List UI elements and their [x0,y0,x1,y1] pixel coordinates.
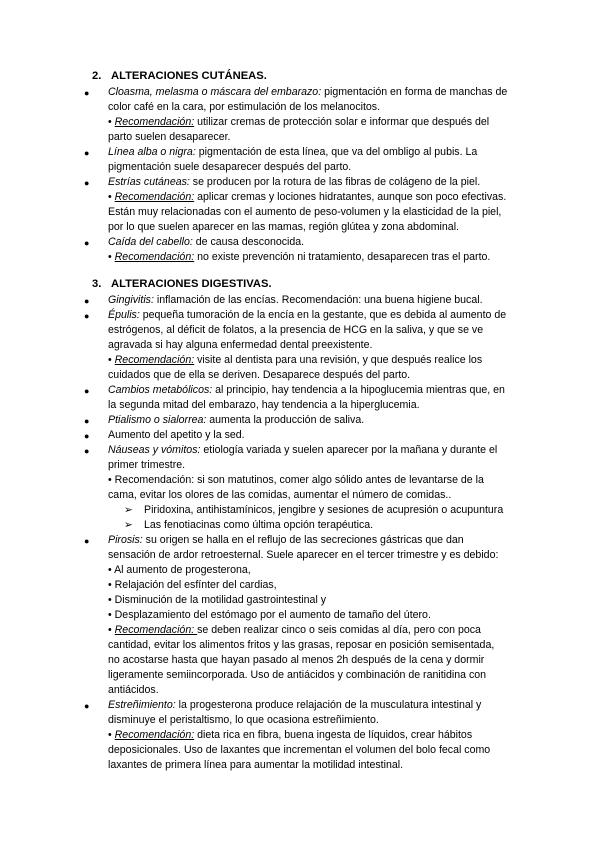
item-text-line: • Recomendación: si son matutinos, comer algo sólido antes de levantarse de la [108,474,484,486]
bullet: ● [84,386,90,396]
rec-text-line: cuidados que de ella se deriven. Desaparece después del parto. [108,369,411,381]
rec-prefix: • [108,624,115,636]
rec-text: visite al dentista para una revisión, y que después realice los [194,354,483,366]
recommendation [108,190,506,205]
arrow-bullet-icon: ➢ [124,519,133,531]
item-text-line: cama, evitar los olores de las comidas, aumentar el número de comidas.. [108,489,452,501]
rec-label: Recomendación: [114,251,195,263]
list-item [108,308,506,323]
item-text-line: • Relajación del esfínter del cardias, [108,579,277,591]
bullet: ● [84,238,90,248]
bullet: ● [84,431,90,441]
rec-prefix: • [108,729,115,741]
item-text: se producen por la rotura de las fibras de colágeno de la piel. [189,176,481,188]
item-label: Náuseas y vómitos: [108,444,201,456]
arrow-bullet-icon: ➢ [124,504,133,516]
item-label: Ptialismo o sialorrea: [108,414,207,426]
item-text: su origen se halla en el reflujo de las secreciones gástricas que dan [142,534,464,546]
list-item [108,235,304,250]
bullet: ● [84,148,90,158]
item-text: Aumento del apetito y la sed. [108,429,245,441]
rec-text-line: cantidad, evitar los alimentos fritos y las grasas, reposar en posición semisentada, [108,639,495,651]
recommendation [108,250,490,265]
rec-text: aplicar cremas y lociones hidratantes, aunque son poco efectivas. [194,191,507,203]
rec-label: Recomendación: [114,624,198,636]
list-item [108,698,481,713]
list-item [108,533,464,548]
item-text-line: disminuye el peristaltismo, lo que ocasiona estreñimiento. [108,714,379,726]
item-text-line: sensación de ardor retroesternal. Suele aparecer en el tercer trimestre y es debido: [108,549,499,561]
rec-text-line: Están muy relacionadas con el aumento de peso-volumen y la elasticidad de la piel, [108,206,502,218]
item-text-line: • Al aumento de progesterona, [108,564,251,576]
list-item [108,383,505,398]
item-text-line: • Disminución de la motilidad gastrointestinal y [108,594,327,606]
list-item [108,293,483,308]
item-text: pigmentación de esta línea, que va del ombligo al pubis. La [195,146,478,158]
sub-list-item: Las fenotiacinas como última opción terapéutica. [144,519,374,531]
list-item [108,145,477,160]
list-item [108,85,507,100]
item-label: Cloasma, melasma o máscara del embarazo: [108,86,322,98]
rec-text-line: ligeramente semiincorporada. Uso de antiácidos y combinación de ranitidina con [108,669,487,681]
recommendation [108,353,482,368]
item-text-line: la segunda mitad del embarazo, hay tendencia a la hiperglucemia. [108,399,420,411]
item-text: etiología variada y suelen aparecer por la mañana y durante el [200,444,498,456]
sub-list-item: Piridoxina, antihistamínicos, jengibre y sesiones de acupresión o acupuntura [144,504,504,516]
rec-text: se deben realizar cinco o seis comidas al día, pero con poca [197,624,481,636]
item-label: Pirosis: [108,534,143,546]
bullet: ● [84,178,90,188]
item-label: Línea alba o nigra: [108,146,196,158]
recommendation [108,728,472,743]
section-title: ALTERACIONES CUTÁNEAS. [111,70,267,82]
list-item [108,428,245,443]
bullet: ● [84,416,90,426]
item-label: Estreñimiento: [108,699,176,711]
bullet: ● [84,701,90,711]
rec-text-line: no acostarse hasta que hayan pasado al menos 2h después de la cena y dormir [108,654,485,666]
bullet: ● [84,296,90,306]
rec-label: Recomendación: [114,354,195,366]
item-label: Caída del cabello: [108,236,193,248]
item-text-line: • Desplazamiento del estómago por el aumento de tamaño del útero. [108,609,431,621]
bullet: ● [84,311,90,321]
rec-text-line: laxantes de primera línea para aumentar la motilidad intestinal. [108,759,404,771]
item-text: de causa desconocida. [192,236,305,248]
section-title: ALTERACIONES DIGESTIVAS. [111,278,272,290]
rec-label: Recomendación: [114,116,195,128]
recommendation [108,115,489,130]
item-label: Estrías cutáneas: [108,176,190,188]
rec-text-line: deposicionales. Uso de laxantes que incrementan el volumen del bolo fecal como [108,744,491,756]
rec-text: utilizar cremas de protección solar e informar que después del [194,116,490,128]
item-text: al principio, hay tendencia a la hipoglucemia mientras que, en [212,384,505,396]
recommendation [108,623,481,638]
list-item [108,175,480,190]
item-text-line: color café en la cara, por estimulación de los melanocitos. [108,101,381,113]
item-text: inflamación de las encías. Recomendación: una buena higiene bucal. [153,294,483,306]
item-text: pigmentación en forma de manchas de [321,86,508,98]
item-label: Gingivitis: [108,294,154,306]
rec-prefix: • [108,251,115,263]
item-label: Cambios metabólicos: [108,384,213,396]
list-item [108,413,364,428]
rec-prefix: • [108,354,115,366]
rec-text: no existe prevención ni tratamiento, desaparecen tras el parto. [194,251,491,263]
rec-label: Recomendación: [114,191,195,203]
bullet: ● [84,446,90,456]
item-text-line: estrógenos, al déficit de folatos, a la presencia de HCG en la saliva, y que se ve [108,324,484,336]
section-number: 2. [92,70,102,82]
rec-prefix: • [108,191,115,203]
item-text: aumenta la producción de saliva. [206,414,365,426]
rec-text-line: parto suelen desaparecer. [108,131,231,143]
rec-text: dieta rica en fibra, buena ingesta de líquidos, crear hábitos [194,729,473,741]
item-label: Épulis: [108,309,140,321]
item-text-line: pigmentación suele desaparecer después del parto. [108,161,352,173]
item-text-line: primer trimestre. [108,459,186,471]
bullet: ● [84,88,90,98]
rec-text-line: por lo que suelen aparecer en las mamas, región glútea y zona abdominal. [108,221,459,233]
bullet: ● [84,536,90,546]
rec-prefix: • [108,116,115,128]
item-text-line: agravada si hay alguna enfermedad dental preexistente. [108,339,373,351]
rec-text-line: antiácidos. [108,684,159,696]
rec-label: Recomendación: [114,729,195,741]
item-text: la progesterona produce relajación de la musculatura intestinal y [175,699,482,711]
section-number: 3. [92,278,102,290]
item-text: pequeña tumoración de la encía en la gestante, que es debida al aumento de [139,309,507,321]
list-item [108,443,497,458]
